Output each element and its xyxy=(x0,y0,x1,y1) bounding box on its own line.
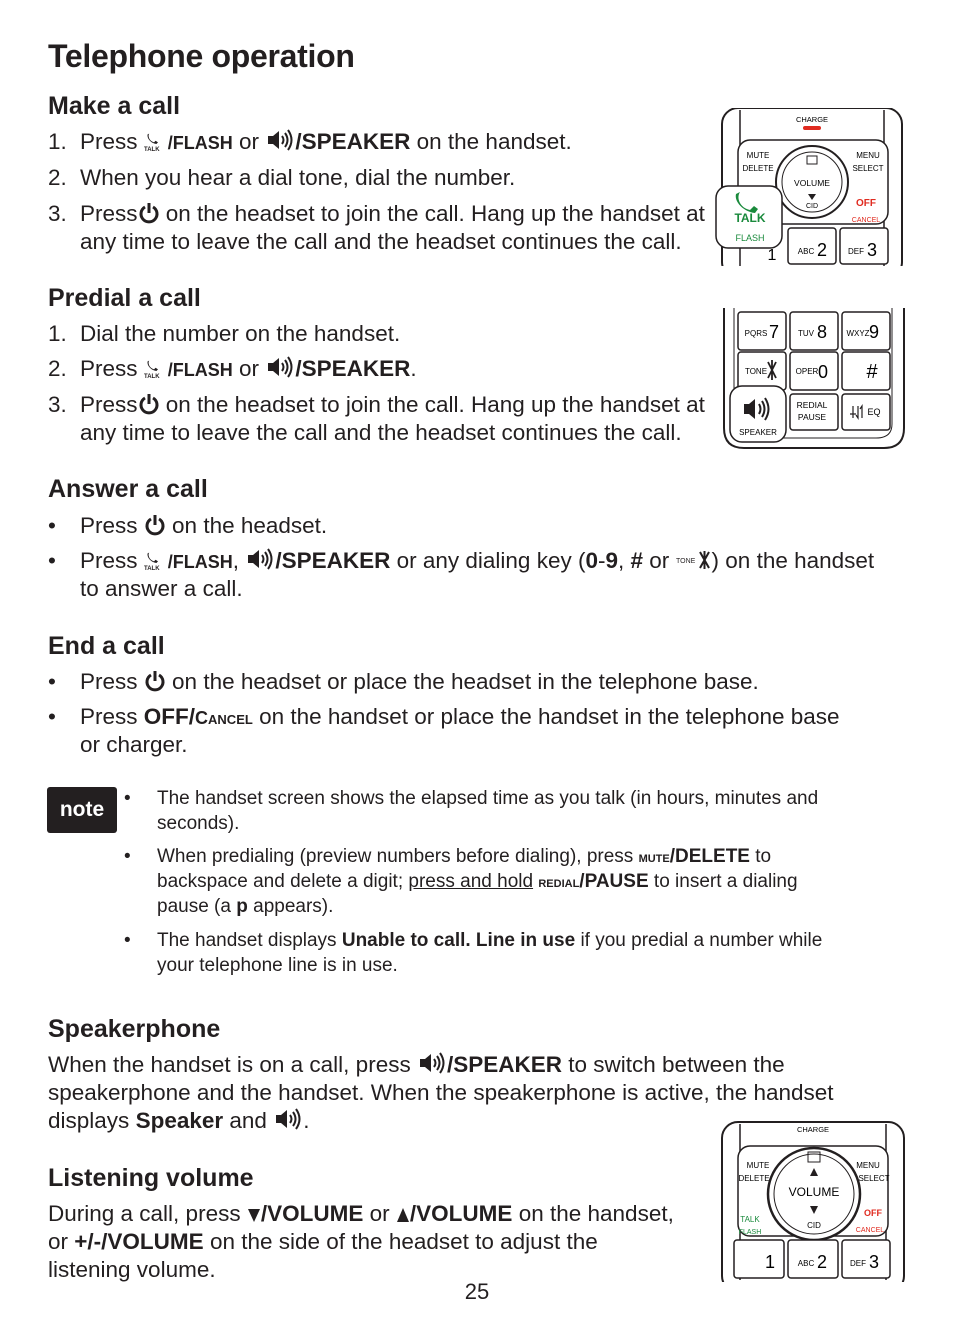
charge-label: CHARGE xyxy=(796,1125,830,1134)
note-text: to xyxy=(755,846,772,867)
power-icon xyxy=(144,670,166,692)
handset-volume-illustration xyxy=(718,1118,908,1282)
bullet: • xyxy=(48,704,56,729)
press-text: Press xyxy=(80,129,138,154)
step-number: 1. xyxy=(48,129,67,154)
cancel-label: CANCEL xyxy=(851,217,881,224)
para-text: displays xyxy=(48,1108,130,1133)
volume-down-icon xyxy=(247,1206,261,1224)
press-text: Press xyxy=(80,548,138,573)
pause-char: p xyxy=(236,896,248,917)
volume-key-label: /VOLUME xyxy=(260,1201,364,1226)
speaker-key-label: /SPEAKER xyxy=(295,356,411,381)
def-label: DEF xyxy=(848,247,864,256)
tone-star-icon xyxy=(676,549,712,571)
note-2-line-3 xyxy=(157,894,907,920)
note-2-line-1 xyxy=(157,844,907,871)
mid-text: or any dialing key ( xyxy=(396,548,586,573)
cid-label: CID xyxy=(805,203,819,210)
speaker-icon xyxy=(265,128,295,152)
page-title: Telephone operation xyxy=(48,38,355,74)
end-heading: End a call xyxy=(48,632,165,660)
key-nine: 9 xyxy=(605,548,618,573)
press-text: Press xyxy=(80,356,138,381)
mute-label: MUTE xyxy=(746,1161,770,1170)
digit-8: 8 xyxy=(816,322,828,342)
off-label: OFF xyxy=(856,198,876,209)
speakerphone-line-1 xyxy=(48,1051,785,1079)
talk-label: TALK xyxy=(740,1215,760,1224)
make-call-step-2: When you hear a dial tone, dial the number. xyxy=(80,165,516,190)
digit-3: 3 xyxy=(868,1252,880,1272)
note-text: if you predial a number while xyxy=(580,930,823,951)
volume-line-2 xyxy=(48,1228,598,1256)
tone-label: TONE xyxy=(744,367,768,376)
handset-bottom-keypad-illustration xyxy=(716,308,910,451)
abc-label: ABC xyxy=(797,1259,815,1268)
para-text: to switch between the xyxy=(568,1052,785,1077)
flash-key-label: /FLASH xyxy=(167,360,233,380)
oper-label: OPER xyxy=(795,367,819,376)
charge-label: CHARGE xyxy=(795,115,829,124)
hash-symbol: # xyxy=(866,361,878,383)
speaker-icon xyxy=(273,1107,303,1131)
speaker-label: SPEAKER xyxy=(739,428,777,437)
speaker-key-label: /SPEAKER xyxy=(275,548,391,573)
predial-step-1: Dial the number on the handset. xyxy=(80,321,401,346)
menu-label: MENU xyxy=(856,151,880,160)
speaker-key-label: /SPEAKER xyxy=(295,129,411,154)
note-text: pause (a xyxy=(157,896,231,917)
speaker-icon xyxy=(417,1051,447,1075)
key-hash: # xyxy=(630,548,644,573)
digit-1: 1 xyxy=(767,247,777,264)
bullet: • xyxy=(48,669,56,694)
power-icon xyxy=(138,202,160,224)
note-3-line-1 xyxy=(157,928,907,954)
abc-label: ABC xyxy=(797,247,815,256)
bullet-tail-text: on the headset or place the headset in the telephone base. xyxy=(172,669,759,694)
step-tail-text: on the headset to join the call. Hang up the handset at xyxy=(165,392,705,417)
press-text: Press xyxy=(80,704,138,729)
dash: - xyxy=(597,548,606,573)
talk-icon xyxy=(144,551,168,571)
redial-key-label: redial xyxy=(538,874,580,891)
step-number: 3. xyxy=(48,392,67,417)
or-text: or xyxy=(369,1201,390,1226)
off-label: OFF xyxy=(864,1208,882,1218)
off-key-label: OFF/ xyxy=(143,704,196,729)
comma: , xyxy=(618,548,631,573)
talk-icon xyxy=(144,359,168,379)
side-volume-key-label: +/-/VOLUME xyxy=(74,1229,204,1254)
bullet: • xyxy=(48,548,56,573)
digit-9: 9 xyxy=(868,322,880,342)
charge-led xyxy=(803,126,821,130)
flash-label: FLASH xyxy=(738,1229,762,1236)
note-badge: note xyxy=(47,787,117,833)
end-bullet-2-line-2: or charger. xyxy=(80,732,188,757)
press-text: Press xyxy=(80,513,138,538)
bullet: • xyxy=(48,513,56,538)
predial-heading: Predial a call xyxy=(48,284,201,312)
press-text: Press xyxy=(80,201,138,226)
speakerphone-line-2: speakerphone and the handset. When the speakerphone is active, the handset xyxy=(48,1080,834,1105)
wxyz-label: WXYZ xyxy=(846,329,870,338)
redial-label: REDIAL xyxy=(796,400,828,410)
select-label: SELECT xyxy=(858,1174,890,1183)
or-text: or xyxy=(643,548,676,573)
menu-label: MENU xyxy=(856,1161,880,1170)
svg-text:TALK: TALK xyxy=(143,374,160,379)
note-text: to insert a dialing xyxy=(653,871,798,892)
digit-3: 3 xyxy=(866,240,878,260)
step-number: 2. xyxy=(48,165,67,190)
note-2-line-2 xyxy=(157,869,907,896)
speakerphone-heading: Speakerphone xyxy=(48,1015,221,1043)
digit-7: 7 xyxy=(768,322,780,342)
volume-label: VOLUME xyxy=(788,1185,840,1199)
note-bullet: • xyxy=(124,930,131,951)
note-text: The handset displays xyxy=(157,930,337,951)
display-message: Unable to call. Line in use xyxy=(341,930,576,951)
step-number: 2. xyxy=(48,356,67,381)
note-text: When predialing (preview numbers before dialing), press xyxy=(157,846,634,867)
tuv-label: TUV xyxy=(798,329,814,338)
digit-1: 1 xyxy=(764,1252,776,1272)
power-icon xyxy=(144,514,166,536)
power-icon xyxy=(138,393,160,415)
period: . xyxy=(410,356,417,381)
note-text: backspace and delete a digit; xyxy=(157,871,404,892)
volume-label: VOLUME xyxy=(794,178,830,188)
press-and-hold-text: press and hold xyxy=(408,871,534,892)
press-text: Press xyxy=(80,669,138,694)
para-text: When the handset is on a call, press xyxy=(48,1052,411,1077)
para-text: on the handset, xyxy=(518,1201,674,1226)
answer-bullet-1 xyxy=(80,512,327,540)
note-text: appears). xyxy=(253,896,334,917)
flash-label: FLASH xyxy=(735,233,765,243)
note-3-line-2: your telephone line is in use. xyxy=(157,955,398,976)
cid-label: CID xyxy=(807,1221,821,1230)
comma: , xyxy=(232,548,240,573)
step-number: 1. xyxy=(48,321,67,346)
key-zero: 0 xyxy=(585,548,598,573)
pqrs-label: PQRS xyxy=(744,329,768,338)
volume-line-3: listening volume. xyxy=(48,1257,216,1282)
delete-label: DELETE xyxy=(742,164,774,173)
end-bullet-1 xyxy=(80,668,759,696)
key-2[interactable] xyxy=(788,228,836,264)
eq-label: EQ xyxy=(867,407,881,417)
make-call-step-3 xyxy=(80,200,705,228)
speaker-key-label: /SPEAKER xyxy=(446,1052,562,1077)
speaker-icon xyxy=(245,547,275,571)
note-bullet: • xyxy=(124,846,131,867)
speaker-icon xyxy=(265,355,295,379)
digit-2: 2 xyxy=(816,1252,828,1272)
handset-top-keypad-illustration xyxy=(714,108,910,266)
answer-bullet-2-line-2: to answer a call. xyxy=(80,576,243,601)
predial-step-3-line-2: any time to leave the call and the headset continues the call. xyxy=(80,420,682,445)
answer-heading: Answer a call xyxy=(48,475,208,503)
pause-key-label: /PAUSE xyxy=(579,871,649,892)
answer-bullet-2 xyxy=(80,547,874,576)
key-3[interactable] xyxy=(840,228,888,264)
key-1[interactable] xyxy=(734,1240,784,1278)
bullet-tail-text: ) on the handset xyxy=(711,548,875,573)
select-label: SELECT xyxy=(852,164,884,173)
predial-step-3 xyxy=(80,391,705,419)
para-text: During a call, press xyxy=(48,1201,241,1226)
volume-up-icon xyxy=(396,1206,410,1224)
flash-key-label: /FLASH xyxy=(167,133,233,153)
cancel-label: CANCEL xyxy=(855,1227,885,1234)
speaker-display-text: Speaker xyxy=(135,1108,224,1133)
mute-key-label: mute xyxy=(638,849,670,866)
step-tail-text: on the headset to join the call. Hang up the handset at xyxy=(165,201,705,226)
volume-key-label: /VOLUME xyxy=(409,1201,513,1226)
delete-label: DELETE xyxy=(738,1174,770,1183)
svg-text:TONE: TONE xyxy=(675,558,695,565)
make-call-heading: Make a call xyxy=(48,92,181,120)
note-1-line-1: The handset screen shows the elapsed time as you talk (in hours, minutes and xyxy=(157,788,819,809)
make-call-step-3-line-2: any time to leave the call and the headset continues the call. xyxy=(80,229,682,254)
make-call-step-1 xyxy=(80,128,572,157)
digit-2: 2 xyxy=(816,240,828,260)
bullet-tail-text: on the headset. xyxy=(172,513,328,538)
para-text: on the side of the headset to adjust the xyxy=(209,1229,598,1254)
step-number: 3. xyxy=(48,201,67,226)
bullet-tail-text: on the handset or place the handset in the telephone base xyxy=(259,704,840,729)
def-label: DEF xyxy=(850,1259,866,1268)
or-text: or xyxy=(239,356,260,381)
svg-text:TALK: TALK xyxy=(143,566,160,571)
volume-heading: Listening volume xyxy=(48,1164,254,1192)
para-text: or xyxy=(48,1229,69,1254)
flash-key-label: /FLASH xyxy=(167,552,233,572)
eq-key[interactable] xyxy=(842,394,890,430)
cancel-key-label: Cancel xyxy=(195,708,253,728)
end-bullet-2 xyxy=(80,703,840,732)
delete-key-label: /DELETE xyxy=(669,846,750,867)
press-text: Press xyxy=(80,392,138,417)
para-text: and xyxy=(229,1108,267,1133)
period: . xyxy=(303,1108,310,1133)
digit-0: 0 xyxy=(817,362,829,382)
or-text: or xyxy=(239,129,260,154)
mute-label: MUTE xyxy=(746,151,770,160)
speakerphone-line-3 xyxy=(48,1107,309,1135)
volume-line-1 xyxy=(48,1200,674,1228)
talk-label: TALK xyxy=(734,211,766,225)
step-tail-text: on the handset. xyxy=(416,129,572,154)
note-1-line-2: seconds). xyxy=(157,813,240,834)
svg-text:TALK: TALK xyxy=(143,147,160,152)
pause-label: PAUSE xyxy=(797,412,827,422)
note-bullet: • xyxy=(124,788,131,809)
page-number: 25 xyxy=(464,1279,490,1304)
talk-icon xyxy=(144,132,168,152)
predial-step-2 xyxy=(80,355,417,384)
